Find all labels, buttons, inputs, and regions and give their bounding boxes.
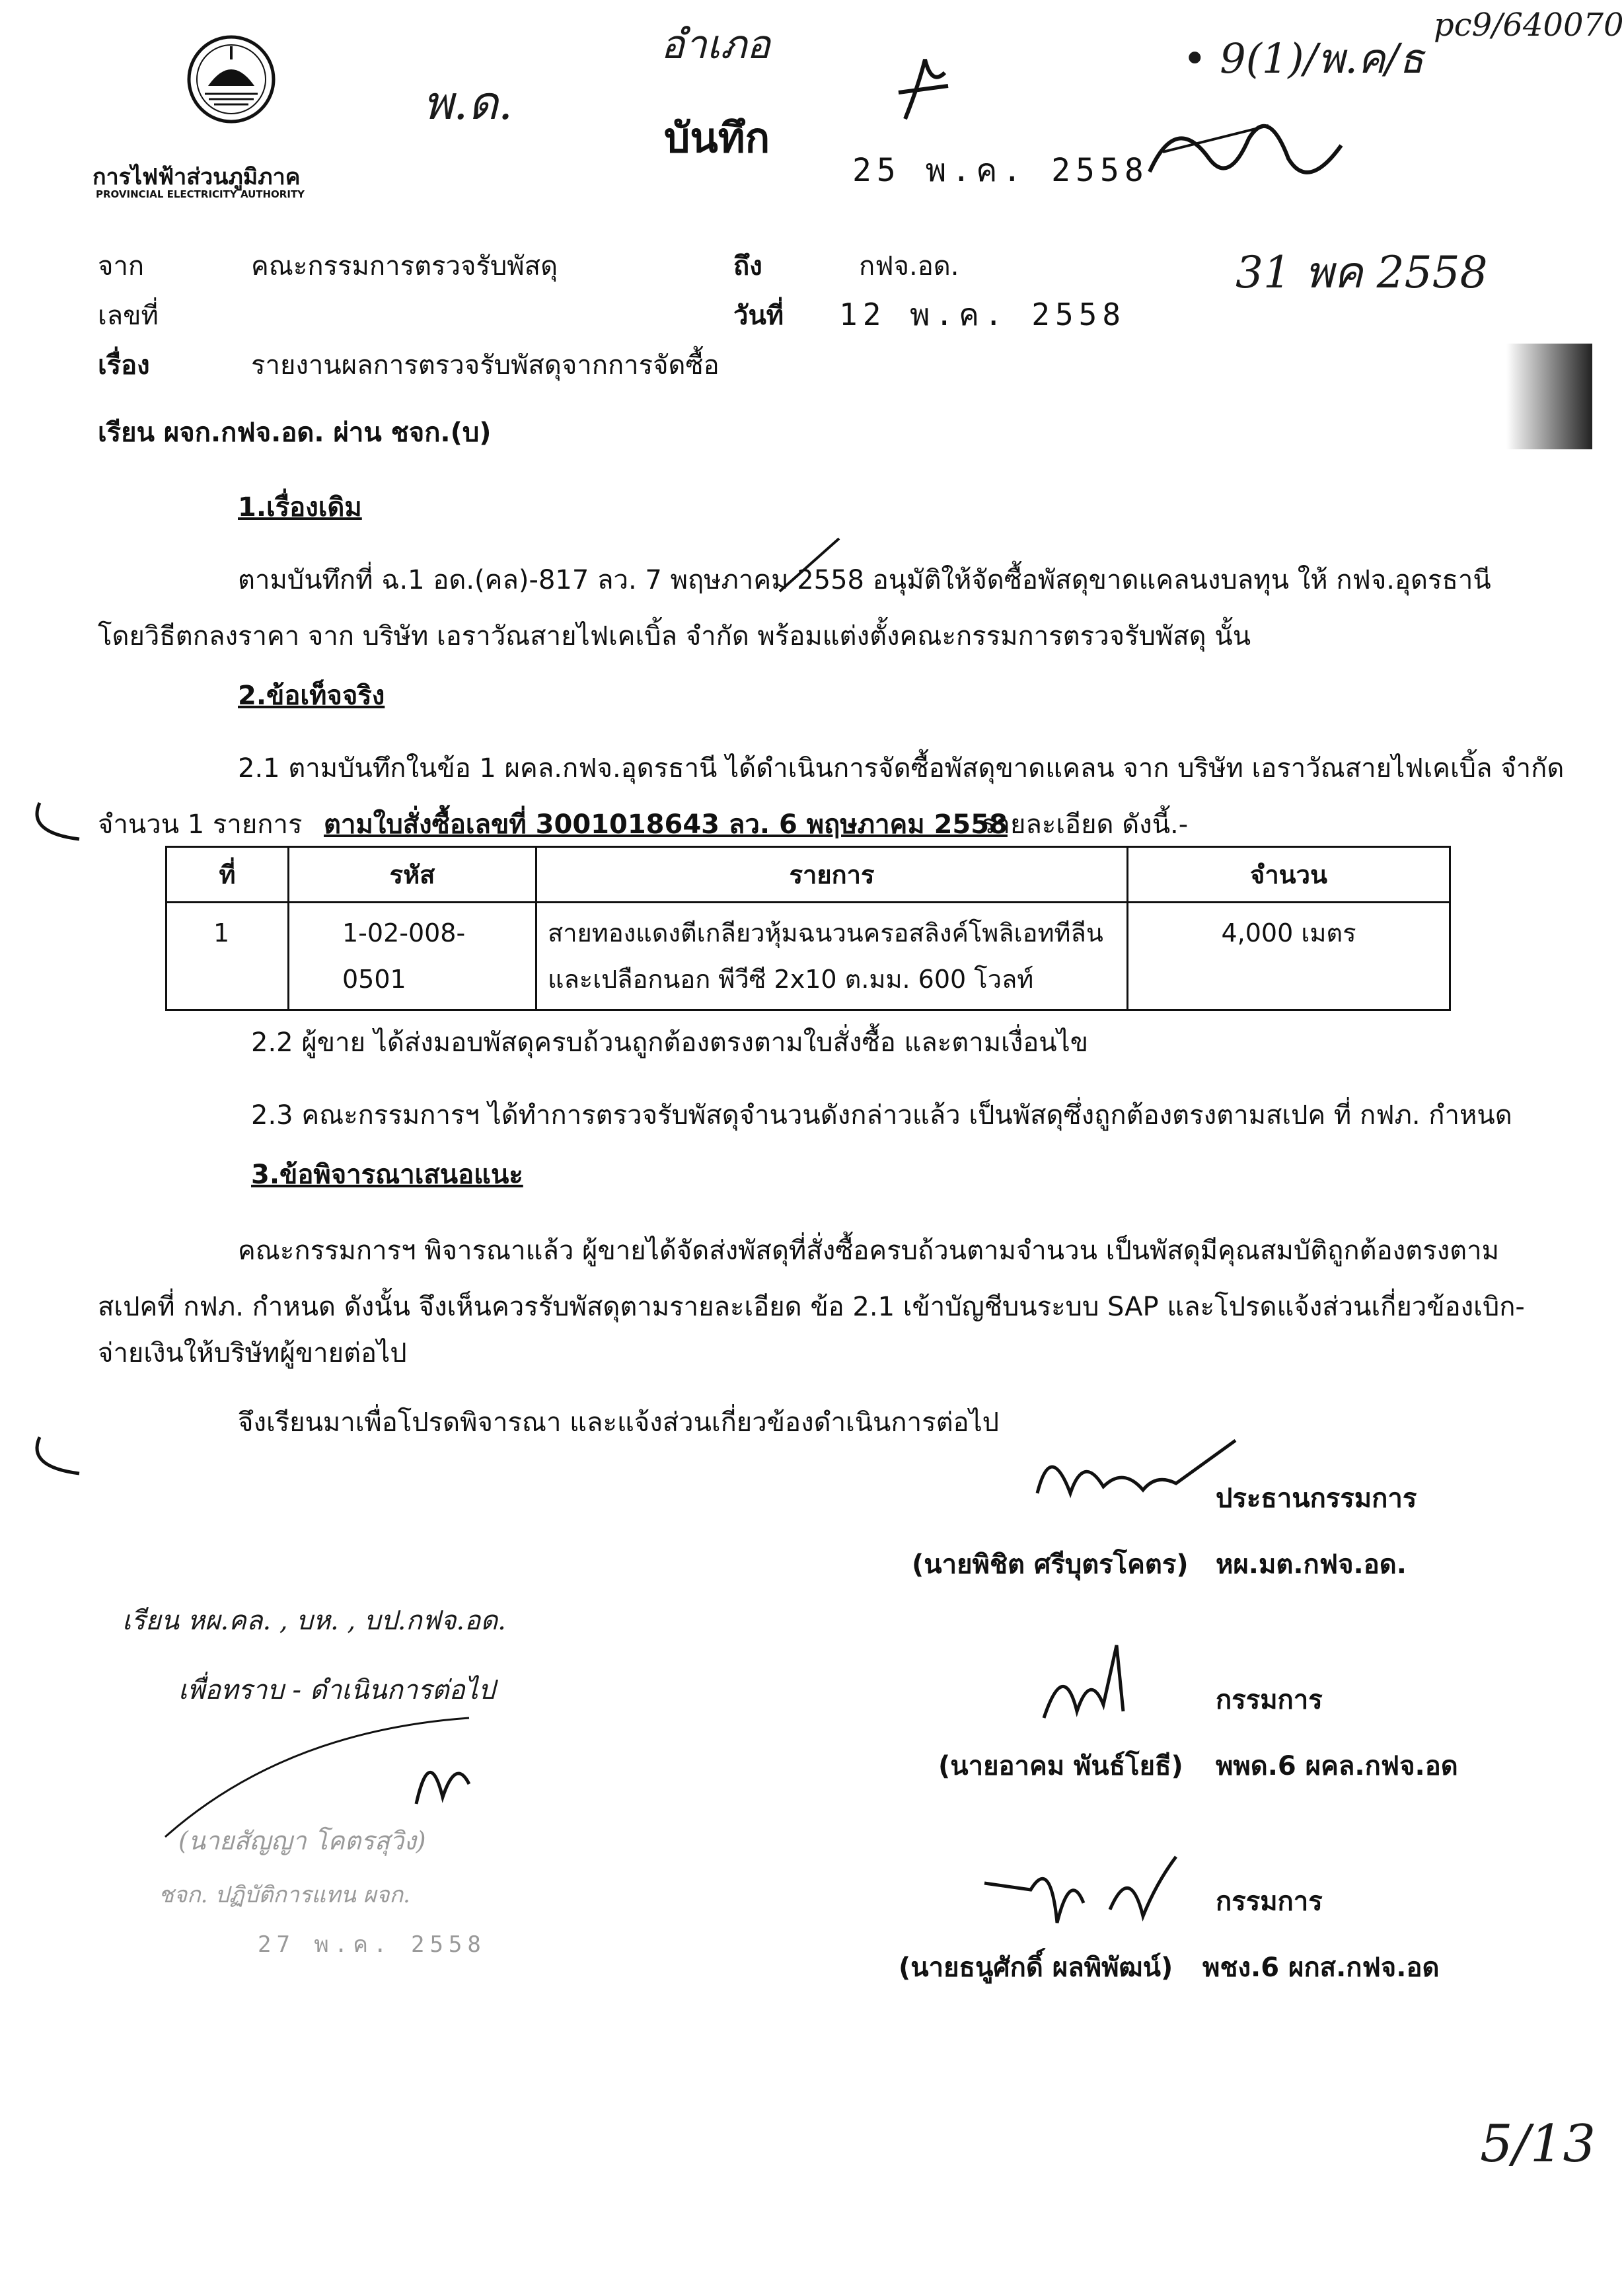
sig-3-role: กรรมการ — [1216, 1886, 1323, 1917]
cell-quantity: 4,000 เมตร — [1128, 903, 1450, 1010]
section-1-title: 1.เรื่องเดิม — [238, 492, 362, 523]
signature-member-2 — [978, 1843, 1189, 1936]
section-2-title: 2.ข้อเท็จจริง — [238, 681, 385, 711]
logo-org-english: PROVINCIAL ELECTRICITY AUTHORITY — [96, 188, 305, 200]
col-header-no: ที่ — [166, 847, 289, 903]
cell-no: 1 — [166, 903, 289, 1010]
table-header-row — [166, 847, 1450, 903]
received-stamp: 25 พ.ค. 2558 — [852, 152, 1149, 189]
signature-chairman — [1024, 1427, 1242, 1513]
section-3-line-2: สเปคที่ กฟภ. กำหนด ดังนั้น จึงเห็นควรรับพัสดุตามรายละเอียด ข้อ 2.1 เข้าบัญชีบนระบบ SAP และโปรดแจ้งส่วนเกี่ยวข้องเบิก- — [98, 1292, 1525, 1322]
col-header-code: รหัส — [289, 847, 536, 903]
sig-2-name: (นายอาคม พันธ์โยธี) — [938, 1751, 1183, 1781]
margin-bracket-mark — [26, 800, 86, 846]
cell-description — [536, 903, 1128, 1010]
section-1-line-1: ตามบันทึกที่ ฉ.1 อด.(คล)-817 ลว. 7 พฤษภาคม 2558 อนุมัติให้จัดซื้อพัสดุขาดแคลนงบลทุน ให้ กฟจ.อุดรธานี — [238, 565, 1491, 595]
section-2-2: 2.2 ผู้ขาย ได้ส่งมอบพัสดุครบถ้วนถูกต้องตรงตามใบสั่งซื้อ และตามเงื่อนไข — [251, 1027, 1089, 1058]
handwritten-doc-code: pc9/640070 — [1434, 7, 1624, 44]
pea-emblem-icon — [185, 33, 277, 126]
section-1-line-2: โดยวิธีตกลงราคา จาก บริษัท เอราวัณสายไฟเคเบิ้ล จำกัด พร้อมแต่งตั้งคณะกรรมการตรวจรับพัสดุ นั้น — [98, 621, 1251, 652]
from-label: จาก — [98, 251, 145, 281]
section-3-title: 3.ข้อพิจารณาเสนอแนะ — [251, 1160, 523, 1190]
sig-3-position: พชง.6 ผกส.กฟจ.อด — [1202, 1953, 1440, 1983]
purchase-order-reference: ตามใบสั่งซื้อเลขที่ 3001018643 ลว. 6 พฤษภาคม 2558 — [324, 809, 1008, 840]
endorsement-line-2: เพื่อทราบ - ดำเนินการต่อไป — [178, 1675, 496, 1705]
section-3-line-1: คณะกรรมการฯ พิจารณาแล้ว ผู้ขายได้จัดส่งพัสดุที่สั่งซื้อครบถ้วนตามจำนวน เป็นพัสดุมีคุณสมบัติถูกต้องตรงตาม — [238, 1236, 1499, 1266]
endorsement-name: (นายสัญญา โคตรสุวิง) — [178, 1826, 426, 1855]
margin-bracket-mark-2 — [26, 1434, 86, 1480]
sig-1-position: หผ.มต.กฟจ.อด. — [1216, 1549, 1407, 1580]
sig-1-role: ประธานกรรมการ — [1216, 1483, 1417, 1514]
sig-3-name: (นายธนูศักดิ์ ผลพิพัฒน์) — [899, 1953, 1173, 1983]
date-label: วันที่ — [733, 301, 784, 331]
section-2-1-line-2c: รายละเอียด ดังนี้.- — [981, 809, 1189, 840]
handwritten-date-right: 31 พค 2558 — [1236, 247, 1488, 298]
page-number: 5/13 — [1480, 2114, 1596, 2174]
description-line-2: และเปลือกนอก พีวีซี 2x10 ต.มม. 600 โวลท์ — [548, 965, 1034, 994]
number-label: เลขที่ — [98, 301, 159, 331]
subject-label: เรื่อง — [98, 350, 150, 381]
sig-2-position: พพด.6 ผคล.กฟจ.อด — [1216, 1751, 1458, 1781]
endorsement-title: ชจก. ปฏิบัติการแทน ผจก. — [159, 1882, 410, 1908]
handwritten-top-center: อำเภอ — [661, 22, 770, 68]
pea-logo — [185, 33, 277, 126]
salutation: เรียน ผจก.กฟจ.อด. ผ่าน ชจก.(บ) — [98, 418, 492, 448]
subject-value: รายงานผลการตรวจรับพัสดุจากการจัดซื้อ — [251, 350, 720, 381]
description-line-1: สายทองแดงตีเกลียวหุ้มฉนวนครอสลิงค์โพลิเอททีลีน — [548, 918, 1103, 948]
endorsement-date: 27 พ.ค. 2558 — [258, 1931, 486, 1958]
handwritten-initials: พ.ด. — [423, 76, 513, 130]
date-value: 12 พ.ค. 2558 — [839, 297, 1126, 332]
strike-mark — [773, 535, 846, 595]
items-table — [165, 846, 1451, 1011]
section-3-line-3: จ่ายเงินให้บริษัทผู้ขายต่อไป — [98, 1338, 407, 1368]
from-value: คณะกรรมการตรวจรับพัสดุ — [251, 251, 558, 281]
section-2-1-line-1: 2.1 ตามบันทึกในข้อ 1 ผคล.กฟจ.อุดรธานี ได้ดำเนินการจัดซื้อพัสดุขาดแคลน จาก บริษัท เอราวัณสายไฟเคเบิ้ล จำกัด — [238, 753, 1565, 784]
to-value: กฟจ.อด. — [859, 251, 959, 281]
section-2-3: 2.3 คณะกรรมการฯ ได้ทำการตรวจรับพัสดุจำนวนดังกล่าวแล้ว เป็นพัสดุซึ่งถูกต้องตรงตามสเปค ที่ กฟภ. กำหนด — [251, 1100, 1512, 1131]
table-row — [166, 903, 1450, 1010]
handwritten-reference: • 9(1)/พ.ค/ธ — [1183, 34, 1424, 83]
sig-2-role: กรรมการ — [1216, 1685, 1323, 1715]
col-header-description: รายการ — [536, 847, 1128, 903]
section-2-1-line-2a: จำนวน 1 รายการ — [98, 809, 303, 840]
header-pen-mark — [885, 46, 958, 126]
scan-edge-shadow — [1506, 344, 1592, 449]
logo-org-thai: การไฟฟ้าส่วนภูมิภาค — [92, 164, 301, 190]
cell-code: 1-02-008-0501 — [289, 903, 536, 1010]
endorsement-line-1: เรียน หผ.คล. , บห. , บป.กฟจ.อด. — [122, 1606, 506, 1636]
to-label: ถึง — [733, 251, 762, 281]
doc-type-title: บันทึก — [664, 114, 770, 162]
signature-member-1 — [1031, 1639, 1150, 1731]
header-signature-mark — [1136, 99, 1354, 198]
closing-line: จึงเรียนมาเพื่อโปรดพิจารณา และแจ้งส่วนเกี่ยวข้องดำเนินการต่อไป — [238, 1407, 1000, 1438]
sig-1-name: (นายพิชิต ศรีบุตรโคตร) — [912, 1549, 1189, 1580]
col-header-quantity: จำนวน — [1128, 847, 1450, 903]
